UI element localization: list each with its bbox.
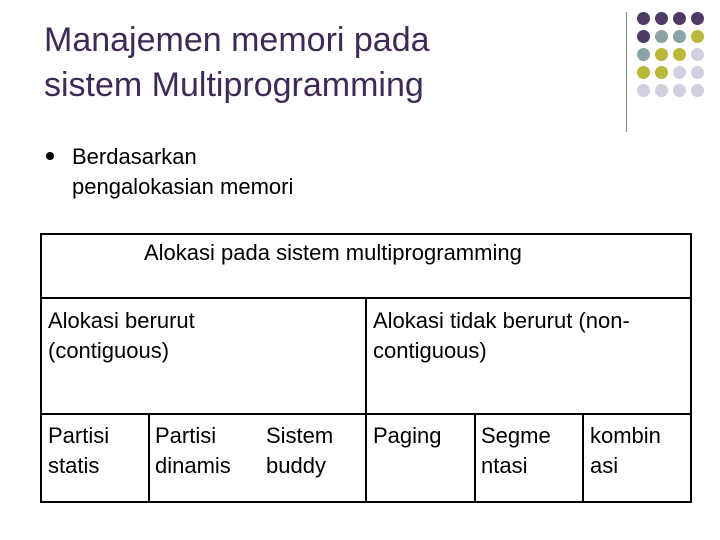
static-partition-line-1: Partisi	[48, 423, 110, 448]
buddy-system-line-1: Sistem	[266, 423, 334, 448]
non-contiguous-line-2: contiguous)	[373, 338, 487, 363]
combination-cell	[590, 421, 661, 481]
contiguous-line-1: Alokasi berurut	[48, 308, 195, 333]
non-contiguous-cell	[373, 306, 630, 366]
segmentation-cell	[481, 421, 551, 481]
segmentation-line-1: Segme	[481, 423, 551, 448]
bullet-line-2: pengalokasian memori	[72, 174, 294, 199]
dynamic-partition-cell	[155, 421, 231, 481]
paging-cell: Paging	[373, 423, 442, 448]
contiguous-cell	[48, 306, 195, 366]
static-partition-line-2: statis	[48, 453, 100, 478]
contiguous-line-2: (contiguous)	[48, 338, 170, 363]
buddy-system-cell	[266, 421, 333, 481]
combination-line-2: asi	[590, 453, 619, 478]
slide-title-line-1: Manajemen memori pada	[44, 21, 430, 59]
buddy-system-line-2: buddy	[266, 453, 326, 478]
static-partition-cell	[48, 421, 109, 481]
slide-title-line-2: sistem Multiprogramming	[44, 66, 424, 104]
non-contiguous-line-1: Alokasi tidak berurut (non-	[373, 308, 630, 333]
bullet-line-1: Berdasarkan	[72, 144, 197, 169]
segmentation-line-2: ntasi	[481, 453, 528, 478]
combination-line-1: kombin	[590, 423, 661, 448]
dynamic-partition-line-2: dinamis	[155, 453, 231, 478]
table-header: Alokasi pada sistem multiprogramming	[144, 240, 522, 265]
dynamic-partition-line-1: Partisi	[155, 423, 217, 448]
